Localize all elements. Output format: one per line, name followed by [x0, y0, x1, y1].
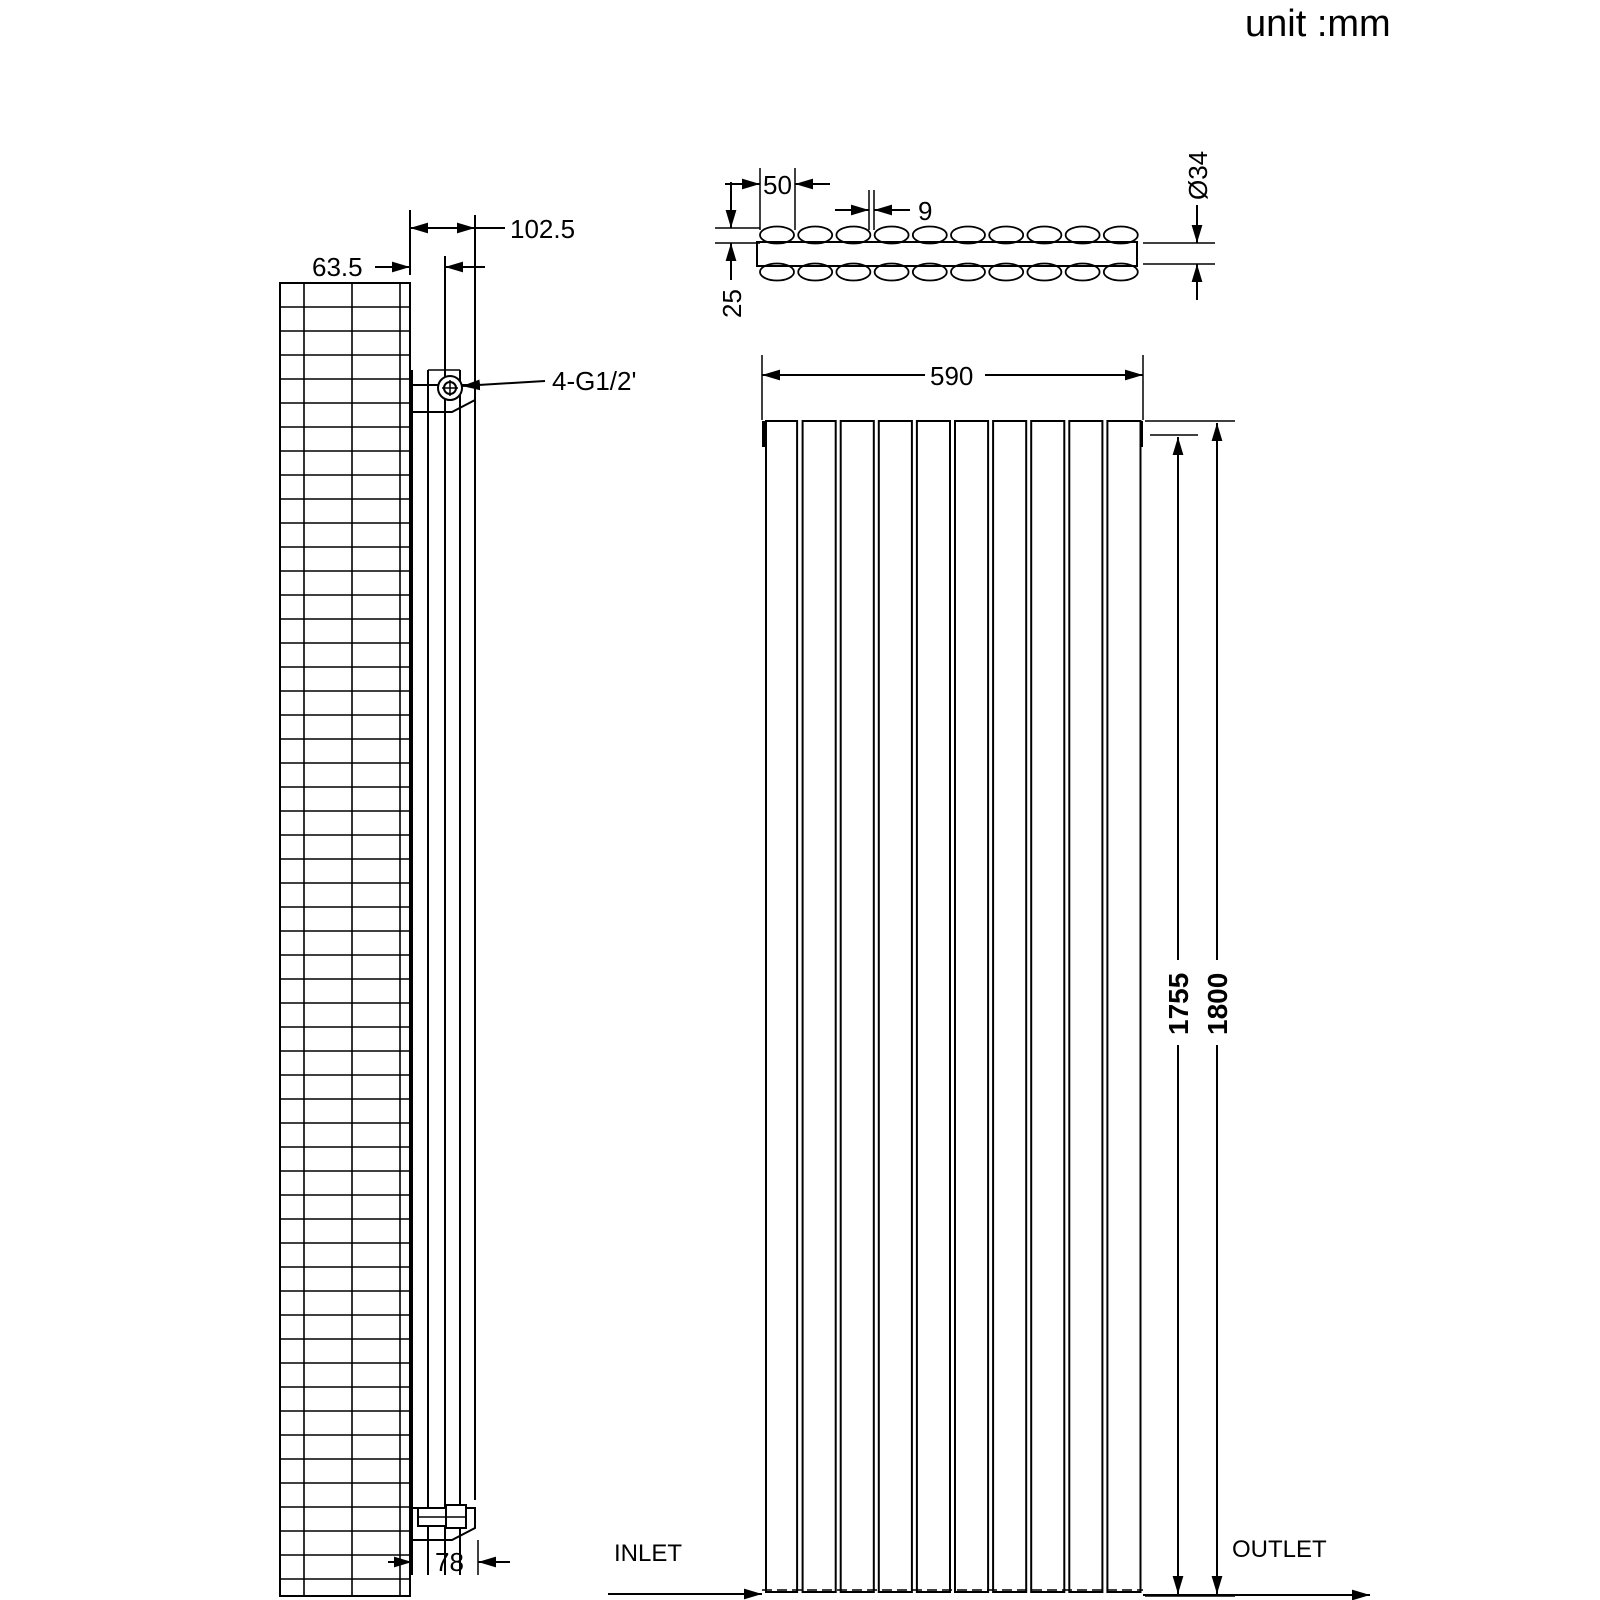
radiator-panel: [993, 421, 1026, 1592]
top-view: [715, 151, 1215, 318]
tube-top-row: [1104, 227, 1138, 244]
dim-connection-depth: 78: [435, 1547, 464, 1577]
inlet-label: INLET: [614, 1540, 683, 1567]
tube-top-row: [1066, 227, 1100, 244]
dim-tube-pitch: 50: [763, 170, 792, 200]
unit-label: unit :mm: [1245, 3, 1391, 45]
radiator-panel: [955, 421, 988, 1592]
side-view: [280, 210, 636, 1596]
tube-top-row: [951, 227, 985, 244]
radiator-panel: [841, 421, 874, 1592]
dim-height: 1800: [1202, 972, 1233, 1035]
top-tube-rows: [760, 227, 1138, 281]
dim-tube-gap: 9: [918, 196, 933, 226]
tube-top-row: [989, 227, 1023, 244]
radiator-panel: [1107, 421, 1140, 1592]
radiator-panel: [1069, 421, 1102, 1592]
tube-top-row: [836, 227, 870, 244]
radiator-panel: [766, 421, 797, 1592]
front-panels: [762, 421, 1143, 1592]
outlet-label: OUTLET: [1232, 1536, 1327, 1563]
dim-width: 590: [930, 361, 974, 391]
tube-top-row: [875, 227, 909, 244]
tube-top-row: [760, 227, 794, 244]
brick-wall: [280, 283, 410, 1596]
dim-tube-depth: 25: [717, 289, 747, 318]
top-header-bar: [757, 242, 1137, 266]
dim-wall-offset: 63.5: [312, 252, 363, 282]
dim-center-height: 1755: [1163, 972, 1194, 1035]
radiator-panel: [803, 421, 836, 1592]
connection-label: 4-G1/2': [552, 366, 637, 396]
tube-top-row: [1027, 227, 1061, 244]
wall-outline: [280, 283, 410, 1596]
dim-tube-diameter: Ø34: [1183, 150, 1213, 200]
tube-top-row: [798, 227, 832, 244]
radiator-panel: [917, 421, 950, 1592]
tube-top-row: [913, 227, 947, 244]
dim-overall-depth: 102.5: [510, 214, 576, 244]
front-view: [608, 355, 1370, 1596]
radiator-panel: [879, 421, 912, 1592]
radiator-panel: [1031, 421, 1064, 1592]
